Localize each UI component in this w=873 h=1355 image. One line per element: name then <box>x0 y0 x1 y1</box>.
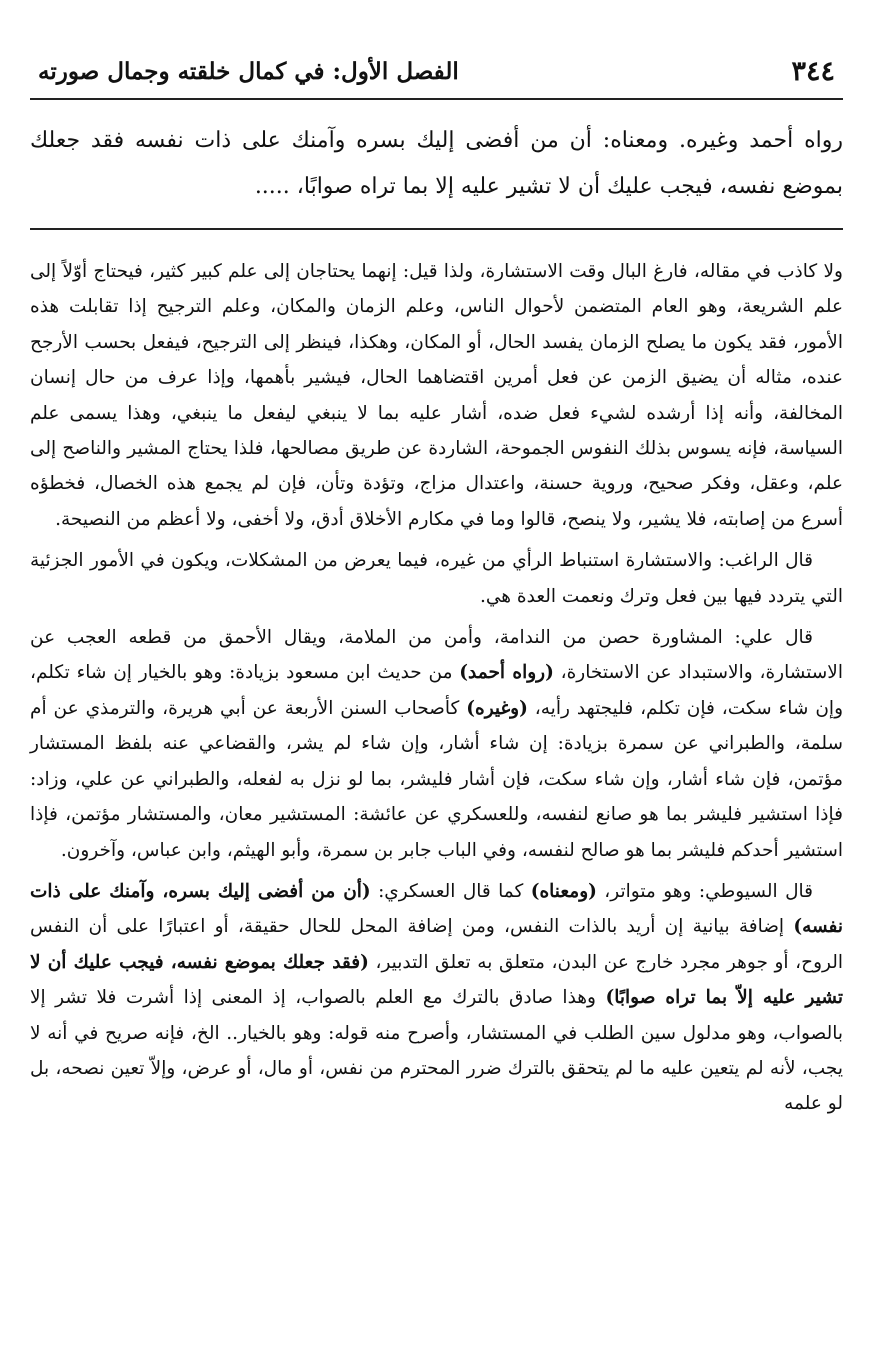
paragraph-4-text: كما قال العسكري: <box>370 880 531 902</box>
quoted-phrase-bold: (أن من أفضى إليك بسره، وآمنك على ذات نفسه) <box>30 880 843 938</box>
quoted-phrase-bold: (رواه أحمد) <box>459 662 554 684</box>
paragraph-3-text: من حديث ابن مسعود بزيادة: وهو بالخيار إن شاء تكلم، وإن شاء سكت، فإن تكلم، فليجتهد رأيه، <box>30 662 844 719</box>
paragraph-2: قال الراغب: والاستشارة استنباط الرأي من غيره، فيما يعرض من المشكلات، ويكون في الأمور الجزئية التي يتردد فيها بين فعل وترك ونعمت العدة هي. <box>30 550 843 607</box>
section-rule <box>30 228 843 230</box>
paragraph-4-text: إضافة بيانية إن أريد بالذات النفس، ومن إضافة المحل للحال حقيقة، أو اعتبارًا على أن النفس الروح، أو جوهر مجرد خارج عن البدن، متعلق به تعلق التدبير، <box>30 916 843 973</box>
paragraph-3-text: كأصحاب السنن الأربعة عن أبي هريرة، والترمذي عن أم سلمة، والطبراني عن سمرة بزيادة: إن شاء أشار، وإن شاء لم يشر، والقضاعي عنه بلفظ المستشار مؤتمن، فإن شاء أشار، وإن شاء سكت، فإن أشار فليشر، بما لو نزل به لفعله، والطبراني عن علي، وزاد: فإذا استشير فليشر بما هو صانع لنفسه، وللعسكري عن عائشة: المستشير معان، والمستشار مؤتمن، فإذا استشير أحدكم فليشر بما هو صالح لنفسه، وفي الباب جابر بن سمرة، وأبو الهيثم، وابن عباس، وآخرون. <box>30 697 843 861</box>
page-number: ٣٤٤ <box>791 55 835 87</box>
quoted-phrase-bold: (ومعناه) <box>530 880 597 902</box>
chapter-title: الفصل الأول: في كمال خلقته وجمال صورته <box>38 57 459 85</box>
header-rule <box>30 98 843 100</box>
paragraph-3-text: قال علي: المشاورة حصن من الندامة، وأمن من الملامة، ويقال الأحمق من قطعه العجب عن الاستشارة، والاستبداد عن الاستخارة، <box>30 627 843 684</box>
paragraph-1: ولا كاذب في مقاله، فارغ البال وقت الاستشارة، ولذا قيل: إنهما يحتاجان إلى علم كبير كثير، فيحتاج أوّلاً إلى علم الشريعة، وهو العام المتضمن لأحوال الناس، وعلم الزمان والمكان، وعلم الترجيح إذا تقابلت هذه الأمور، فقد يكون ما يصلح الزمان يفسد الحال، أو المكان، وهكذا، فينظر إلى الترجيح، فيفعل بحسب الأرجح عنده، مثاله أن يضيق الزمن عن فعل أمرين اقتضاهما الحال، فيشير بأهمها، وإذا عرف من حال إنسان المخالفة، وأنه إذا أرشده لشيء فعل ضده، أشار عليه بما لا ينبغي ليفعل ما ينبغي، وهذا يسمى علم السياسة، فإنه يسوس بذلك النفوس الجموحة، الشاردة عن طريق مصالحها، فلذا يحتاج المشير والناصح إلى علم، وعقل، وفكر صحيح، وروية حسنة، واعتدال مزاج، وتؤدة وتأن، فإن لم يجمع هذه الخصال، فخطؤه أسرع من إصابته، فلا يشير، ولا ينصح، قالوا وما في مكارم الأخلاق أدق، ولا أخفى، ولا أعظم من النصيحة. <box>30 261 843 530</box>
quoted-phrase-bold: (وغيره) <box>466 697 528 719</box>
page-header <box>38 48 835 94</box>
hadith-text: رواه أحمد وغيره. ومعناه: أن من أفضى إليك بسره وآمنك على ذات نفسه فقد جعلك بموضع نفسه، فيجب عليك أن لا تشير عليه إلا بما تراه صوابًا، ..... <box>30 128 843 199</box>
paragraph-3 <box>30 620 843 868</box>
quoted-phrase-bold: (فقد جعلك بموضع نفسه، فيجب عليك أن لا تشير عليه إلاّ بما تراه صوابًا) <box>30 951 843 1009</box>
commentary-body <box>30 254 843 1128</box>
paragraph-4-text: وهذا صادق بالترك مع العلم بالصواب، إذ المعنى إذا أشرت فلا تشر إلا بالصواب، وهو مدلول سين الطلب في المستشار، وأصرح منه قوله: وهو بالخيار.. الخ، فإنه صريح في أنه لا يجب، لأنه لم يتعين عليه ما لم يتحقق بالترك ضرر المحترم من نفس، أو مال، أو عرض، وإلاّ تعين نصحه، بل لو علمه <box>30 987 843 1115</box>
paragraph-4-text: قال السيوطي: وهو متواتر، <box>596 880 813 902</box>
paragraph-4 <box>30 874 843 1122</box>
